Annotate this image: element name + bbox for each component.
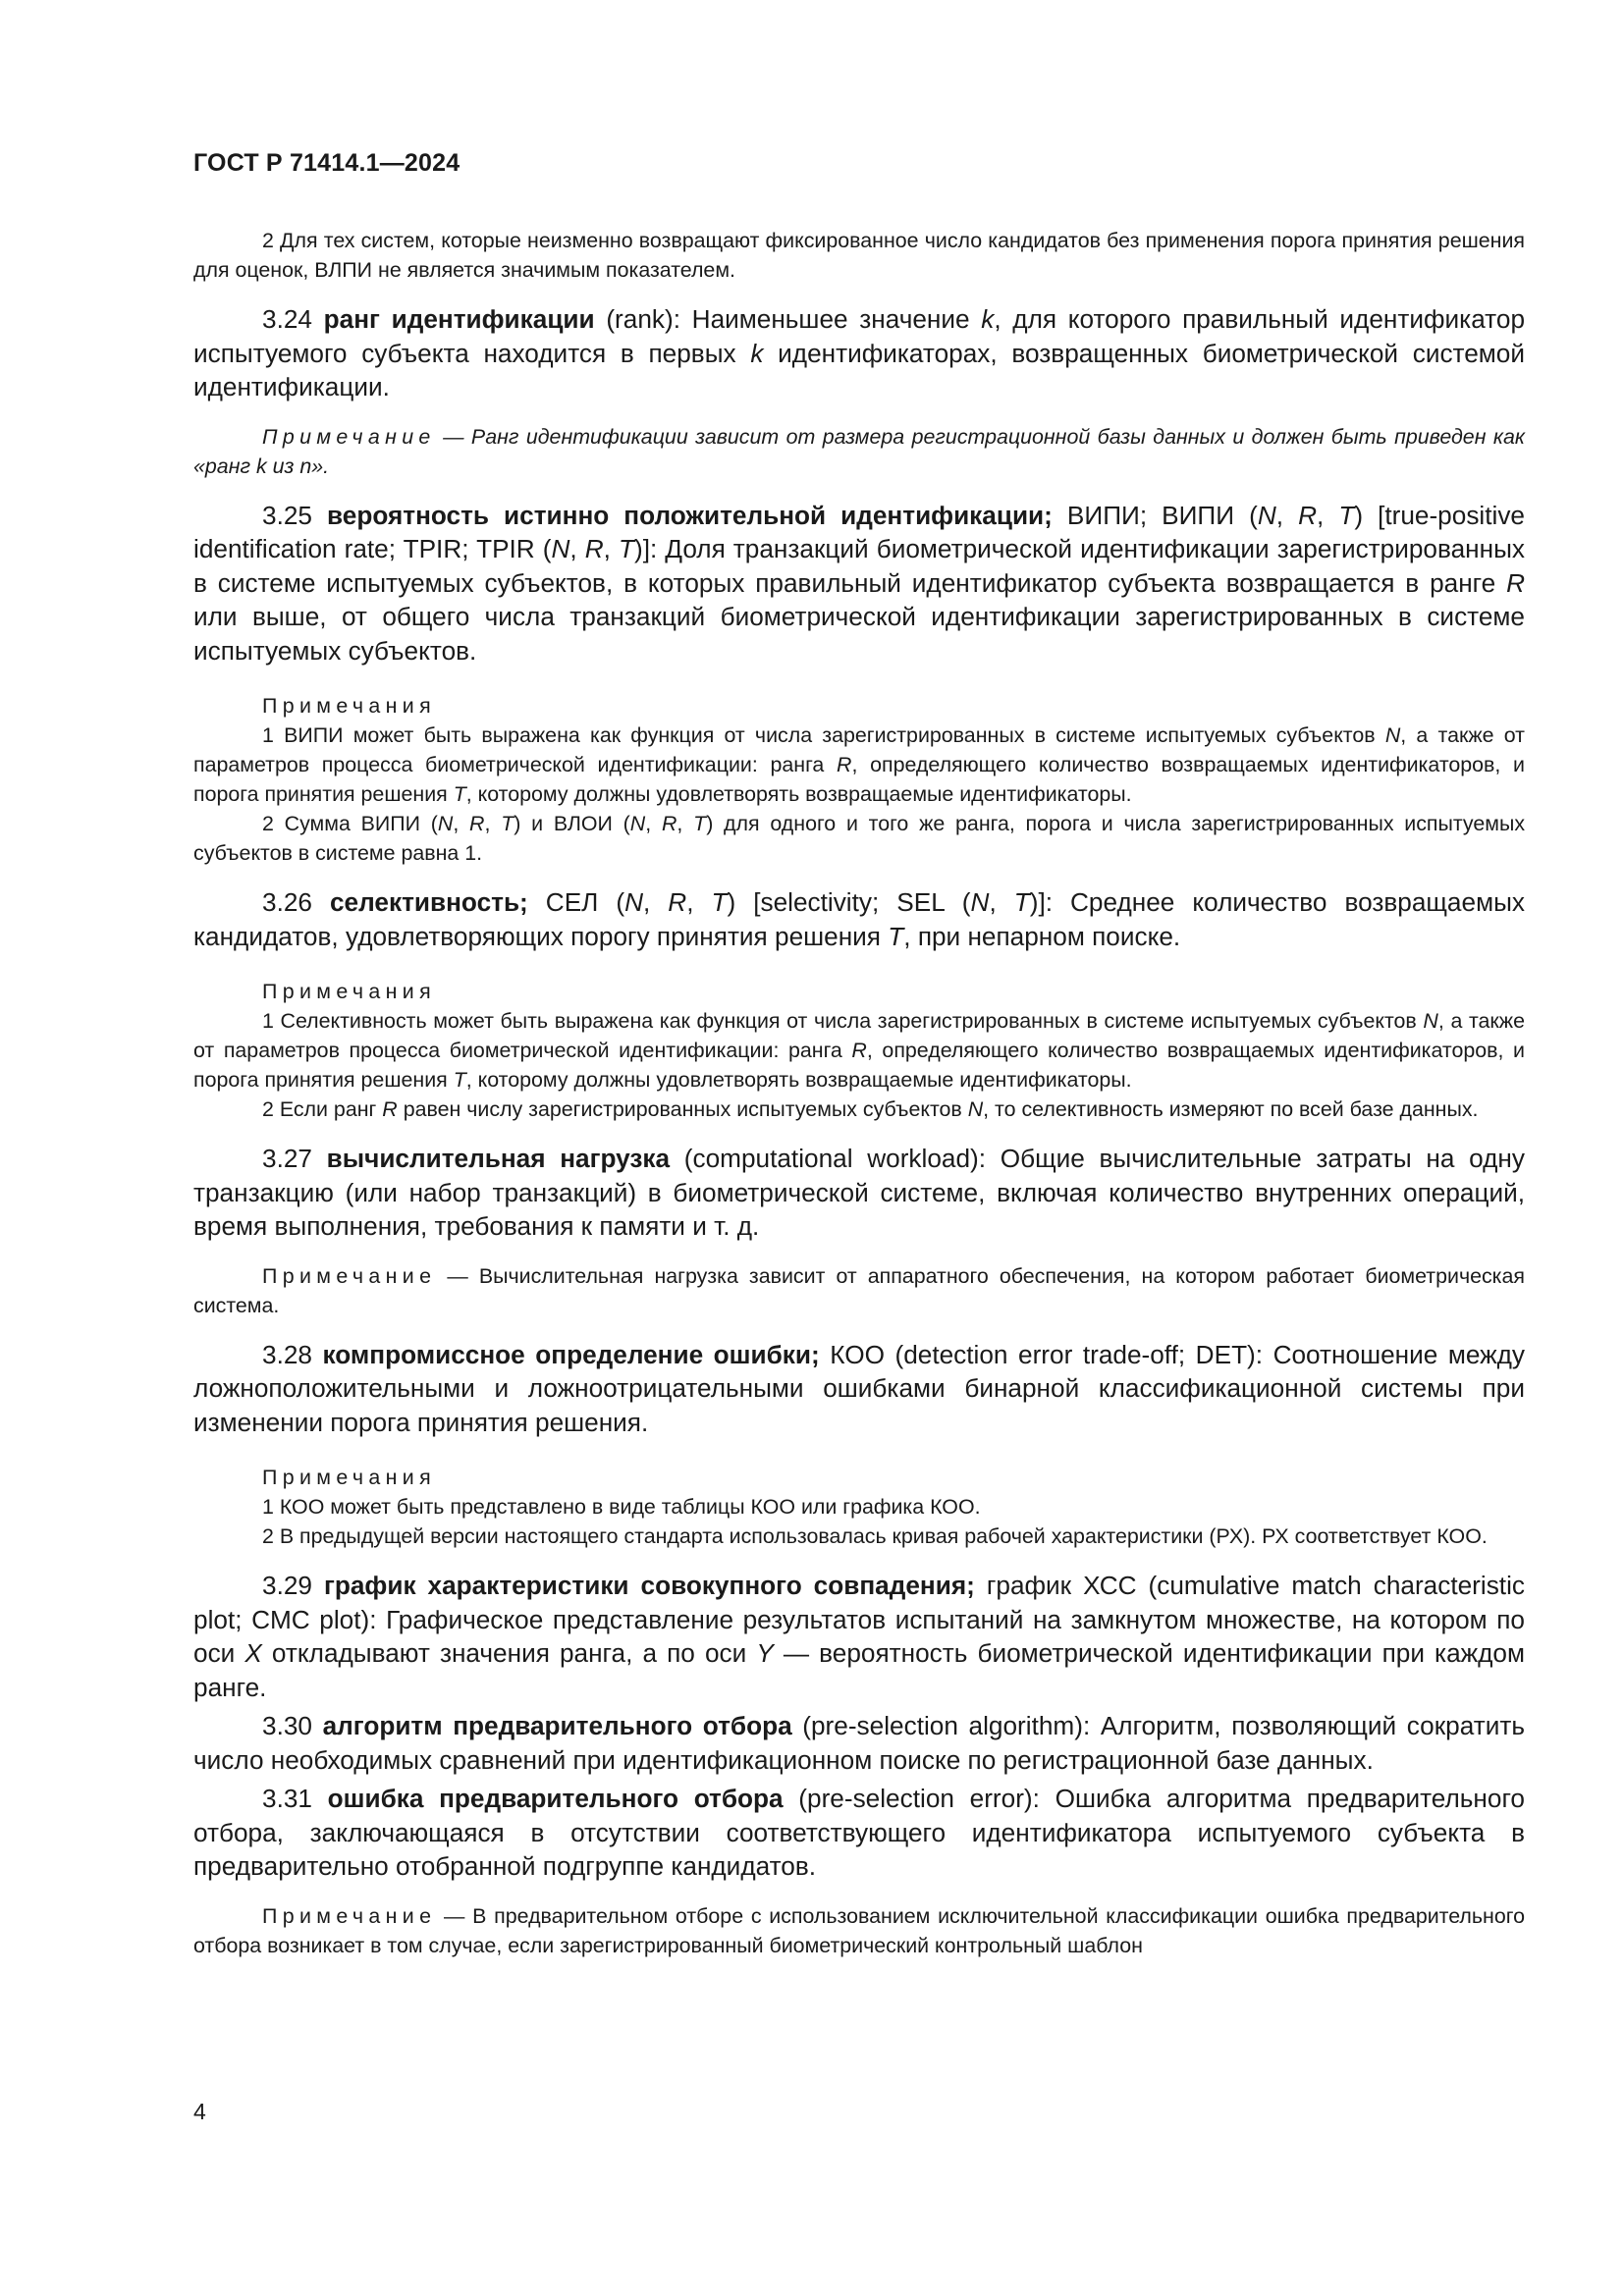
- term-title: алгоритм предварительного отбора: [322, 1711, 792, 1740]
- term-number: 3.28: [262, 1339, 312, 1369]
- term-number: 3.27: [262, 1144, 312, 1173]
- term-3-30: 3.30 алгоритм предварительного отбора (pre-selection algorithm): Алгоритм, позволяющий сократить число необходимых сравнений при идентификационном поиске по регистрационной базе данных.: [193, 1711, 1525, 1775]
- term-number: 3.31: [262, 1784, 312, 1813]
- term-3-29: 3.29 график характеристики совокупного совпадения; график ХСС (cumulative match characteristic plot; CMC plot): Графическое представление результатов испытаний на замкнутом множестве, на котором по оси X откладывают значения ранга, а по оси Y — вероятность биометрической идентификации при каждом ранге.: [193, 1571, 1525, 1702]
- note-3-24: Примечание — Ранг идентификации зависит от размера регистрационной базы данных и должен быть приведен как «ранг k из n».: [193, 424, 1525, 478]
- document-header: ГОСТ Р 71414.1—2024: [193, 149, 460, 177]
- term-number: 3.26: [262, 887, 312, 917]
- page-number: 4: [193, 2099, 206, 2124]
- term-number: 3.24: [262, 304, 312, 334]
- term-title: компромиссное определение ошибки;: [322, 1339, 820, 1369]
- term-title: селективность;: [329, 887, 528, 917]
- term-title: график характеристики совокупного совпадения;: [323, 1571, 975, 1600]
- note-label: Примечание: [262, 424, 436, 449]
- note-3-27: Примечание — Вычислительная нагрузка зависит от аппаратного обеспечения, на котором работает биометрическая система.: [193, 1263, 1525, 1317]
- term-title: вероятность истинно положительной идентификации;: [327, 500, 1053, 530]
- note-3-25-1: 1 ВИПИ может быть выражена как функция от числа зарегистрированных в системе испытуемых субъектов N, а также от параметров процесса биометрической идентификации: ранга R, определяющего количество возвращаемых идентификаторов, и порога принятия решения T, которому должны удовлетворять возвращаемые идентификаторы.: [193, 723, 1526, 806]
- note-3-28-2: 2 В предыдущей версии настоящего стандарта использовалась кривая рабочей характеристики (РХ). РХ соответствует КОО.: [262, 1524, 1488, 1548]
- note-label: Примечание: [262, 1263, 437, 1288]
- note-previous-2: 2 Для тех систем, которые неизменно возвращают фиксированное число кандидатов без применения порога принятия решения для оценок, ВЛПИ не является значимым показателем.: [193, 229, 1525, 282]
- note-label: Примечание: [262, 1903, 437, 1928]
- term-3-24: 3.24 ранг идентификации (rank): Наименьшее значение k, для которого правильный идентификатор испытуемого субъекта находится в первых k идентификаторах, возвращенных биометрической системой идентификации.: [193, 304, 1526, 401]
- term-number: 3.29: [262, 1571, 312, 1600]
- term-3-31: 3.31 ошибка предварительного отбора (pre-selection error): Ошибка алгоритма предварительного отбора, заключающаяся в отсутствии соответствующего идентификатора испытуемого субъекта в предварительно отобранной подгруппе кандидатов.: [193, 1784, 1525, 1881]
- document-body: [193, 226, 1525, 1960]
- term-title: ошибка предварительного отбора: [327, 1784, 784, 1813]
- note-3-26-1: 1 Селективность может быть выражена как функция от числа зарегистрированных в системе испытуемых субъектов N, а также от параметров процесса биометрической идентификации: ранга R, определяющего количество возвращаемых идентификаторов, и порога принятия решения T, которому должны удовлетворять возвращаемые идентификаторы.: [193, 1009, 1525, 1092]
- notes-heading-3-28: Примечания: [262, 1466, 436, 1489]
- term-number: 3.30: [262, 1711, 312, 1740]
- term-number: 3.25: [262, 500, 312, 530]
- notes-heading-3-26: Примечания: [262, 980, 436, 1003]
- term-3-28: 3.28 компромиссное определение ошибки; КОО (detection error trade-off; DET): Соотношение между ложноположительными и ложноотрицательными ошибками бинарной классификационной системы при изменении порога принятия решения.: [193, 1339, 1525, 1437]
- notes-heading-3-25: Примечания: [262, 694, 436, 718]
- term-3-27: 3.27 вычислительная нагрузка (computational workload): Общие вычислительные затраты на одну транзакцию (или набор транзакций) в биометрической системе, включая количество внутренних операций, время выполнения, требования к памяти и т. д.: [193, 1144, 1525, 1241]
- term-title: ранг идентификации: [323, 304, 595, 334]
- term-3-25: 3.25 вероятность истинно положительной идентификации; ВИПИ; ВИПИ (N, R, T) [true-positive identification rate; TPIR; TPIR (N, R, T)]: Доля транзакций биометрической идентификации зарегистрированных в системе испытуемых субъектов, в которых правильный идентификатор субъекта возвращается в ранге R или выше, от общего числа транзакций биометрической идентификации зарегистрированных в системе испытуемых субъектов.: [193, 500, 1526, 666]
- term-3-26: 3.26 селективность; СЕЛ (N, R, T) [selectivity; SEL (N, T)]: Среднее количество возвращаемых кандидатов, удовлетворяющих порогу принятия решения T, при непарном поиске.: [193, 887, 1525, 951]
- term-title: вычислительная нагрузка: [326, 1144, 671, 1173]
- note-3-31: Примечание — В предварительном отборе с использованием исключительной классификации ошибка предварительного отбора возникает в том случае, если зарегистрированный биометрический контрольный шаблон: [193, 1903, 1525, 1957]
- note-3-28-1: 1 КОО может быть представлено в виде таблицы КОО или графика КОО.: [262, 1495, 981, 1519]
- note-3-25-2: 2 Сумма ВИПИ (N, R, T) и ВЛОИ (N, R, T) для одного и того же ранга, порога и числа зарегистрированных испытуемых субъектов в системе равна 1.: [193, 812, 1526, 865]
- note-3-26-2: 2 Если ранг R равен числу зарегистрированных испытуемых субъектов N, то селективность измеряют по всей базе данных.: [262, 1097, 1479, 1121]
